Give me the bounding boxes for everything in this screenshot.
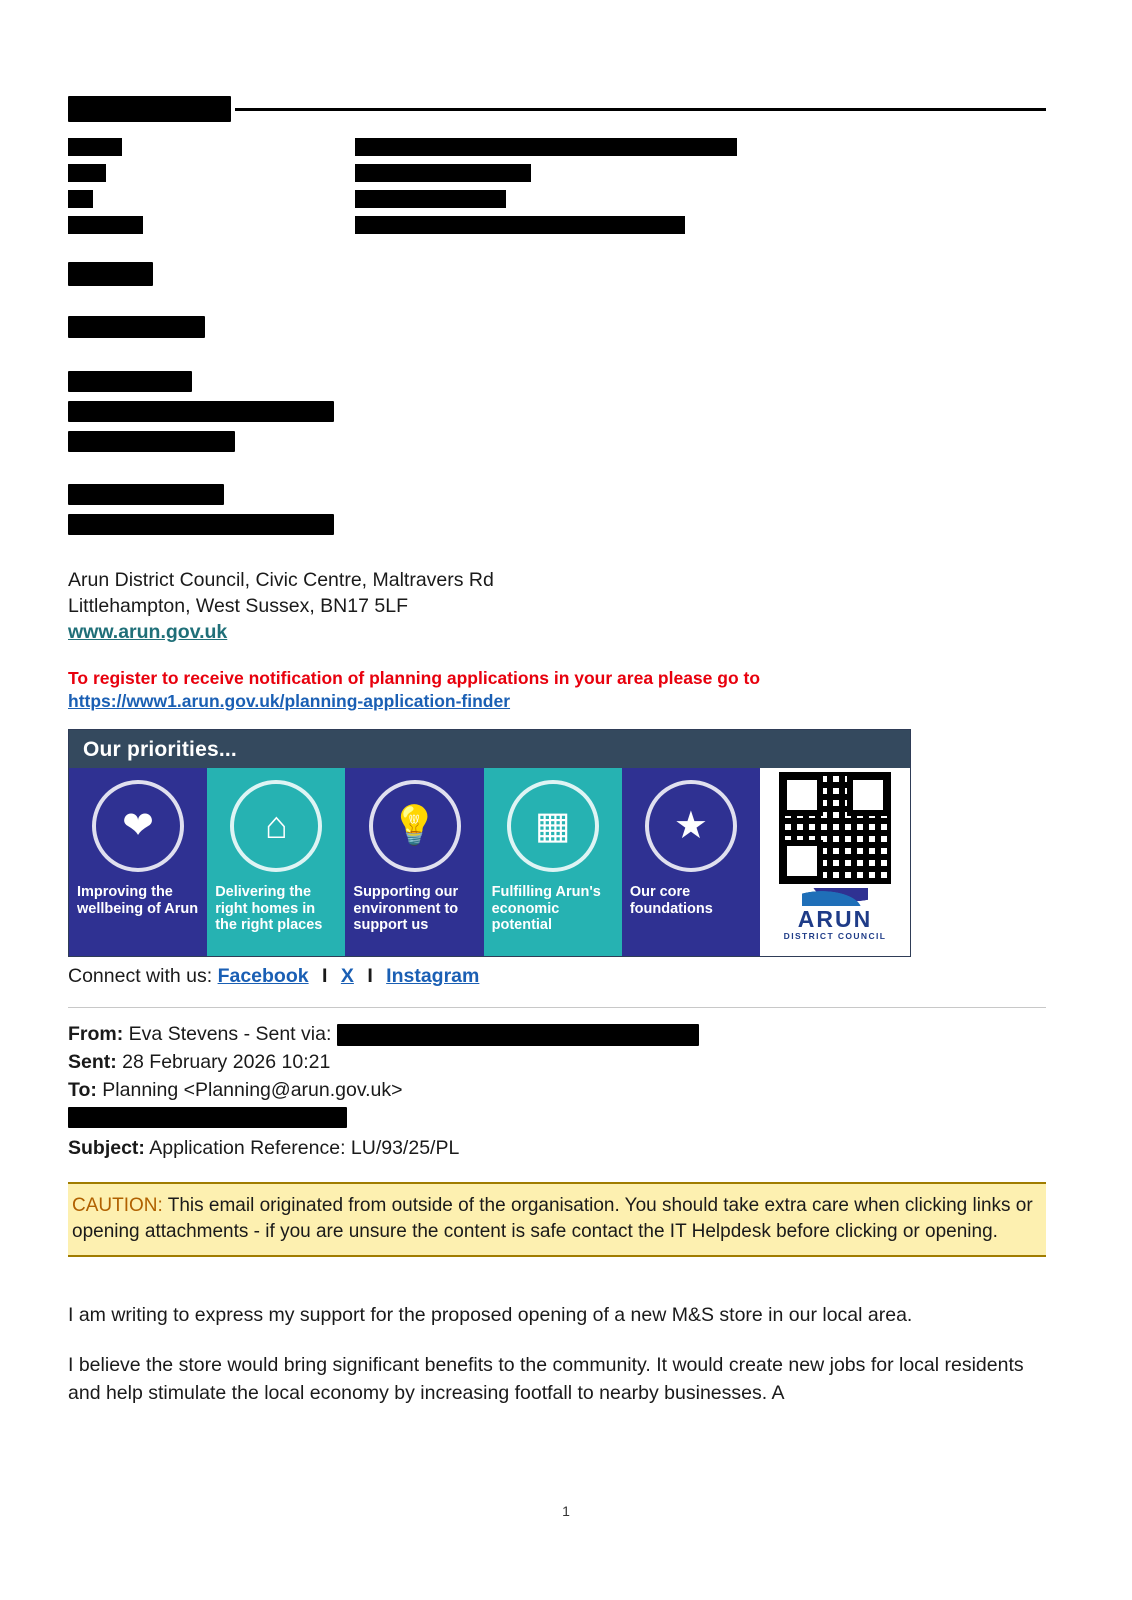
page-number: 1 [562, 1503, 570, 1519]
redacted-line [68, 316, 1046, 338]
priority-cell-homes [207, 768, 345, 956]
priority-cell-foundations [622, 768, 760, 956]
header-rule [235, 108, 1046, 111]
arun-logo [784, 888, 887, 941]
planning-registration-notice [68, 667, 1046, 713]
redacted-block [68, 1107, 347, 1128]
redacted-block [355, 190, 506, 208]
section-divider [68, 1007, 1046, 1008]
link-separator: I [367, 965, 373, 987]
redacted-line [68, 262, 1046, 286]
connect-with-us [68, 963, 1046, 989]
from-label: From: [68, 1023, 124, 1045]
to-label: To: [68, 1079, 97, 1101]
subject-label: Subject: [68, 1137, 145, 1159]
redacted-block [68, 262, 153, 286]
priority-icon-wrap [345, 768, 483, 884]
x-link[interactable]: X [340, 965, 354, 987]
council-address [68, 567, 1046, 645]
email-from-row [68, 1020, 1046, 1048]
redacted-header-row [68, 96, 1046, 122]
spacer [68, 244, 1046, 262]
email-cc-redacted-row [68, 1104, 1046, 1134]
redacted-block [68, 164, 106, 182]
priority-label: Our core foundations [629, 884, 713, 917]
council-website-link[interactable]: www.arun.gov.uk [68, 621, 228, 643]
arun-logo-subtitle: DISTRICT COUNCIL [783, 931, 887, 941]
redacted-block [355, 216, 685, 234]
instagram-link[interactable]: Instagram [386, 965, 480, 987]
banner-title: Our priorities... [83, 738, 237, 761]
redacted-block [68, 138, 122, 156]
email-sent-row [68, 1048, 1046, 1076]
planning-application-finder-link[interactable]: https://www1.arun.gov.uk/planning-application-finder [68, 691, 511, 711]
redacted-block [68, 371, 192, 392]
qr-and-logo-cell [760, 768, 910, 956]
redacted-line [68, 401, 1046, 422]
email-to-row [68, 1076, 1046, 1104]
priority-icon-wrap [484, 768, 622, 884]
lightbulb-leaf-icon: 💡 [369, 780, 461, 872]
redacted-block [355, 138, 737, 156]
redacted-block [68, 514, 334, 535]
sent-value: 28 February 2026 10:21 [122, 1051, 331, 1073]
arun-logo-name: ARUN [797, 906, 873, 932]
redacted-block [68, 190, 93, 208]
priority-icon-wrap [207, 768, 345, 884]
redacted-block [68, 431, 235, 452]
redacted-block [68, 96, 231, 122]
redacted-block [68, 401, 334, 422]
notice-text: To register to receive notification of planning applications in your area please go to [68, 668, 761, 688]
priority-cell-wellbeing [69, 768, 207, 956]
body-paragraph: I believe the store would bring significant benefits to the community. It would create new jobs for local residents and help stimulate the local economy by increasing footfall to nearby businesses. A [68, 1354, 1024, 1404]
caution-text: This email originated from outside of the organisation. You should take extra care when clicking links or opening attachments - if you are unsure the content is safe contact the IT Helpdesk before clicking or opening. [72, 1195, 1033, 1242]
priority-label: Delivering the right homes in the right places [215, 884, 323, 933]
sent-label: Sent: [68, 1051, 117, 1073]
priority-label: Improving the wellbeing of Arun [77, 884, 199, 917]
email-headers [68, 1020, 1046, 1162]
address-line-1: Arun District Council, Civic Centre, Maltravers Rd [68, 569, 494, 591]
email-subject-row [68, 1134, 1046, 1162]
link-separator: I [322, 965, 328, 987]
caution-label: CAUTION: [72, 1195, 163, 1216]
buildings-grid-icon: ▦ [507, 780, 599, 872]
redacted-block [68, 216, 143, 234]
priority-cell-environment [345, 768, 483, 956]
hand-stars-icon: ★ [645, 780, 737, 872]
house-family-icon: ⌂ [230, 780, 322, 872]
priority-cell-economic [484, 768, 622, 956]
address-line-2: Littlehampton, West Sussex, BN17 5LF [68, 595, 408, 617]
arun-swoosh-icon [802, 888, 868, 906]
redacted-block [68, 316, 205, 338]
priority-label: Fulfilling Arun's economic potential [491, 884, 601, 933]
email-body [68, 1301, 1046, 1407]
redacted-metadata-block [68, 138, 1046, 244]
page-content [68, 96, 1046, 1429]
redacted-labels-column [68, 138, 143, 242]
redacted-block [68, 484, 224, 505]
facebook-link[interactable]: Facebook [217, 965, 309, 987]
body-paragraph: I am writing to express my support for the proposed opening of a new M&S store in our local area. [68, 1304, 913, 1326]
to-value: Planning <Planning@arun.gov.uk> [102, 1079, 403, 1101]
subject-value: Application Reference: LU/93/25/PL [149, 1137, 460, 1159]
redacted-block [337, 1024, 699, 1046]
redacted-line [68, 514, 1046, 535]
qr-code-icon[interactable] [779, 772, 891, 884]
priority-label: Supporting our environment to support us [353, 884, 459, 933]
heart-pulse-icon: ❤ [92, 780, 184, 872]
from-value: Eva Stevens - Sent via: [128, 1023, 332, 1045]
connect-label: Connect with us: [68, 965, 213, 987]
redacted-line [68, 484, 1046, 505]
our-priorities-banner [68, 729, 911, 957]
redacted-values-column [355, 138, 737, 242]
redacted-block [355, 164, 531, 182]
caution-banner [68, 1182, 1046, 1257]
redacted-line [68, 371, 1046, 392]
priority-icon-wrap [69, 768, 207, 884]
redacted-line [68, 431, 1046, 452]
priority-icon-wrap [622, 768, 760, 884]
banner-body [69, 768, 910, 956]
